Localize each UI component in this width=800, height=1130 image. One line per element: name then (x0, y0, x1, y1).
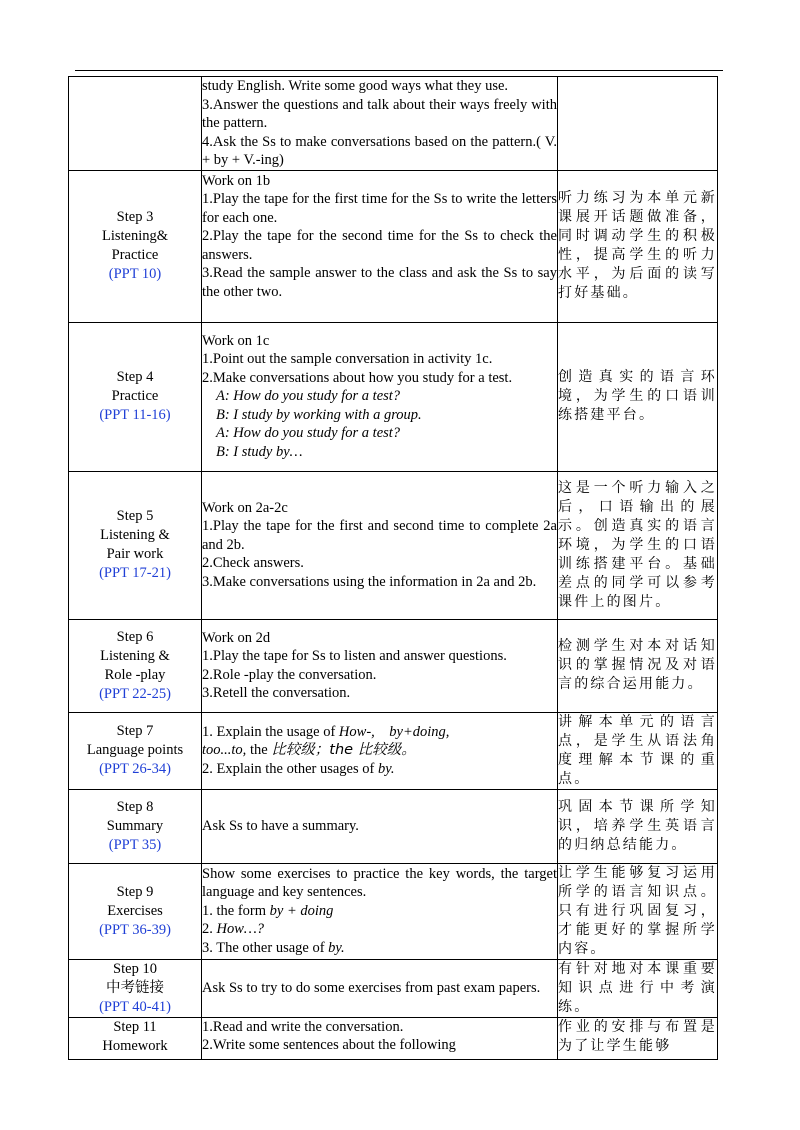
header-rule (75, 70, 723, 71)
content-cell (202, 863, 558, 959)
content-line: 3.Answer the questions and talk about their ways freely with the pattern. (202, 96, 557, 131)
step-cell (69, 712, 202, 789)
note-cell: 让学生能够复习运用所学的语言知识点。只有进行巩固复习，才能更好的掌握所学内容。 (558, 863, 718, 959)
exercise-item (202, 920, 557, 939)
text-run: How…? (216, 921, 265, 938)
note-cell: 作业的安排与布置是为了让学生能够 (558, 1017, 718, 1059)
step-cell (69, 170, 202, 322)
step-number: Step 6 (116, 628, 154, 645)
text-run: by + doing (269, 902, 334, 919)
table-row (69, 1017, 718, 1059)
text-run: the 比较级 (329, 742, 402, 759)
step-title: 中考链接 (106, 979, 164, 996)
step-title: Listening & (100, 647, 170, 664)
step-title: Summary (106, 817, 164, 834)
text-run: 比较级 (271, 742, 315, 759)
lesson-plan-table (68, 76, 718, 1060)
table-row (69, 170, 718, 322)
step-title: Role -play (104, 666, 166, 683)
text-run: How-, (338, 723, 375, 740)
ppt-ref: (PPT 22-25) (99, 685, 171, 702)
note-cell (558, 77, 718, 171)
step-number: Step 5 (116, 508, 154, 524)
ppt-ref: (PPT 26-34) (99, 761, 171, 777)
step-cell (69, 471, 202, 619)
table-row (69, 959, 718, 1017)
note-cell: 有针对地对本课重要知识点进行中考演练。 (558, 959, 718, 1017)
content-cell (202, 77, 558, 171)
content-line (202, 760, 557, 779)
step-number: Step 3 (116, 209, 154, 225)
text-run: 。 (401, 742, 416, 759)
step-title: Practice (111, 247, 159, 263)
content-cell (202, 712, 558, 789)
content-line: Ask Ss to have a summary. (202, 817, 359, 834)
step-cell (69, 789, 202, 863)
step-number: Step 10 (113, 960, 157, 977)
table-row (69, 712, 718, 789)
text-run: 1. the form (202, 902, 270, 919)
table-row (69, 619, 718, 712)
dialogue-line: B: I study by… (216, 443, 303, 460)
text-run: ； (314, 742, 330, 759)
step-title: Practice (111, 388, 159, 404)
ppt-ref: (PPT 36-39) (99, 921, 171, 938)
content-line: 2.Role -play the conversation. (202, 666, 377, 683)
table-row (69, 863, 718, 959)
content-line: 2.Check answers. (202, 555, 304, 572)
step-title: Listening& (101, 228, 169, 244)
content-cell (202, 170, 558, 322)
note-cell: 这是一个听力输入之后，口语输出的展示。创造真实的语言环境，为学生的口语训练搭建平台。基础差点的同学可以参考课件上的图片。 (558, 471, 718, 619)
content-line (202, 723, 557, 742)
text-run: too...to, (202, 742, 247, 759)
step-cell (69, 619, 202, 712)
note-cell: 创造真实的语言环境，为学生的口语训练搭建平台。 (558, 322, 718, 471)
content-cell (202, 471, 558, 619)
step-number: Step 7 (116, 723, 154, 739)
content-line: study English. Write some good ways what they use. (202, 78, 509, 94)
content-line: Show some exercises to practice the key words, the target language and key sentences. (202, 865, 557, 901)
content-cell (202, 789, 558, 863)
text-run: the (246, 742, 272, 759)
step-number: Step 9 (116, 883, 154, 900)
note-cell: 听力练习为本单元新课展开话题做准备，同时调动学生的积极性，提高学生的听力水平，为后面的读写打好基础。 (558, 170, 718, 322)
step-title: Exercises (107, 902, 163, 919)
dialogue-line: A: How do you study for a test? (216, 425, 401, 442)
content-line: Ask Ss to try to do some exercises from past exam papers. (202, 979, 541, 996)
text-run: 3. The other usage of (202, 939, 329, 956)
content-line: 1.Point out the sample conversation in activity 1c. (202, 351, 493, 368)
content-line: 2.Play the tape for the second time for the Ss to check the answers. (202, 228, 557, 263)
exercise-item (202, 939, 557, 958)
step-cell (69, 959, 202, 1017)
step-title: Language points (86, 742, 184, 758)
content-line: 4.Ask the Ss to make conversations based on the pattern.( V. + by + V.-ing) (202, 133, 557, 168)
step-number: Step 8 (116, 798, 154, 815)
content-line (202, 741, 557, 760)
step-title: Listening & (100, 527, 170, 543)
content-line: 2.Make conversations about how you study for a test. (202, 369, 513, 386)
content-line: Work on 1c (202, 332, 270, 349)
step-cell (69, 1017, 202, 1059)
content-line: Work on 1b (202, 172, 271, 189)
text-run: 1. Explain the usage of (202, 723, 339, 740)
text-run: 2. (202, 921, 217, 938)
note-cell: 讲解本单元的语言点，是学生从语法角度理解本节课的重点。 (558, 712, 718, 789)
content-line: 3.Retell the conversation. (202, 685, 351, 701)
table-row (69, 789, 718, 863)
content-cell (202, 619, 558, 712)
step-number: Step 11 (113, 1018, 157, 1035)
content-line: 3.Read the sample answer to the class and ask the Ss to say the other two. (202, 265, 557, 300)
text-run: by+doing, (389, 723, 450, 740)
text-run: by. (328, 939, 345, 956)
step-title: Pair work (106, 546, 164, 562)
dialogue-line: A: How do you study for a test? (216, 388, 401, 405)
content-line: Work on 2d (202, 629, 271, 646)
step-number: Step 4 (116, 369, 154, 385)
step-cell (69, 77, 202, 171)
table-row (69, 322, 718, 471)
ppt-ref: (PPT 35) (108, 836, 162, 853)
ppt-ref: (PPT 17-21) (99, 565, 171, 581)
ppt-ref: (PPT 10) (108, 266, 162, 282)
table-row (69, 77, 718, 171)
note-cell: 巩固本节课所学知识，培养学生英语言的归纳总结能力。 (558, 789, 718, 863)
content-cell (202, 959, 558, 1017)
text-run: by. (377, 760, 395, 777)
content-line: 3.Make conversations using the information in 2a and 2b. (202, 573, 537, 590)
content-line: 1.Play the tape for the first time for the Ss to write the letters for each one. (202, 191, 557, 226)
text-run: 2. Explain the other usages of (202, 760, 378, 777)
exercise-item (202, 902, 557, 921)
ppt-ref: (PPT 11-16) (99, 407, 171, 423)
step-title: Homework (102, 1037, 168, 1054)
ppt-ref: (PPT 40-41) (99, 998, 171, 1015)
step-cell (69, 863, 202, 959)
table-row (69, 471, 718, 619)
note-cell: 检测学生对本对话知识的掌握情况及对语言的综合运用能力。 (558, 619, 718, 712)
content-line: Work on 2a-2c (202, 499, 288, 516)
content-line: 1.Play the tape for the first and second time to complete 2a and 2b. (202, 518, 557, 553)
dialogue-line: B: I study by working with a group. (216, 406, 422, 423)
step-cell (69, 322, 202, 471)
content-line: 1.Play the tape for Ss to listen and answer questions. (202, 648, 507, 664)
content-cell (202, 322, 558, 471)
content-line: 1.Read and write the conversation. (202, 1018, 404, 1035)
content-line: 2.Write some sentences about the following (202, 1037, 456, 1053)
content-cell (202, 1017, 558, 1059)
